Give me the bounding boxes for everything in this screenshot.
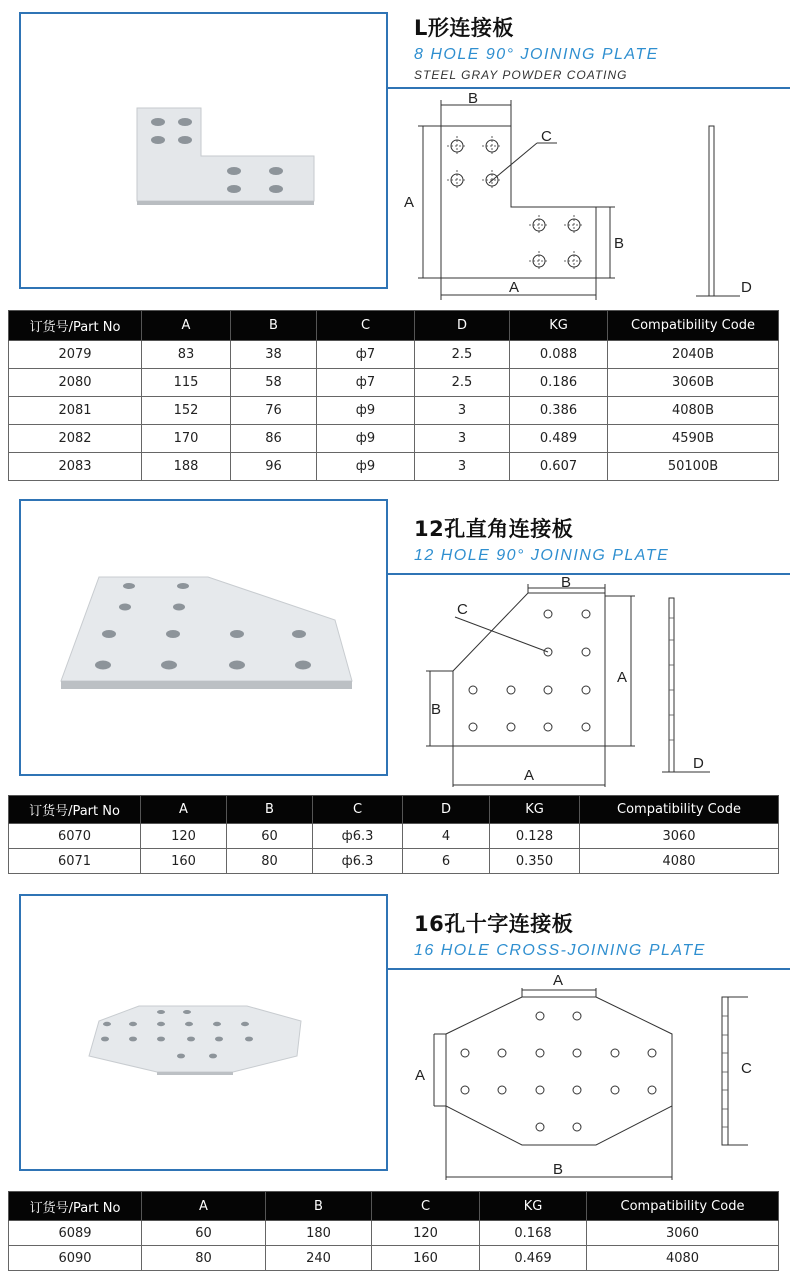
- cell-part-no: 2079: [9, 341, 142, 369]
- cell-a: 152: [142, 397, 231, 425]
- table-row: [9, 1221, 779, 1246]
- section-title-cn: 12孔直角连接板: [414, 517, 574, 541]
- cell-kg: 0.186: [510, 369, 608, 397]
- spec-table-l-plate: [8, 310, 779, 481]
- cell-kg: 0.088: [510, 341, 608, 369]
- header-compat: Compatibility Code: [580, 796, 779, 824]
- cell-part-no: 2081: [9, 397, 142, 425]
- cell-c: 160: [372, 1246, 480, 1271]
- cell-compat: 3060: [587, 1221, 779, 1246]
- cell-a: 80: [142, 1246, 266, 1271]
- cell-c: ф6.3: [313, 824, 403, 849]
- l-plate-photo: [21, 14, 386, 287]
- cell-d: 6: [403, 849, 490, 874]
- cell-c: ф9: [317, 453, 415, 481]
- header-part-no: 订货号/Part No: [9, 311, 142, 341]
- dim-label-a2: A: [415, 1067, 426, 1084]
- 12-hole-plate-diagram: [395, 576, 775, 791]
- section-divider: [388, 87, 790, 89]
- section-title-en: 12 HOLE 90° JOINING PLATE: [414, 547, 670, 564]
- cell-compat: 3060: [580, 824, 779, 849]
- product-photo-16-hole-cross-plate: [19, 894, 388, 1171]
- header-kg: KG: [510, 311, 608, 341]
- cell-compat: 4080: [587, 1246, 779, 1271]
- cell-compat: 4080B: [608, 397, 779, 425]
- cell-d: 2.5: [415, 369, 510, 397]
- dim-label-d: D: [741, 279, 752, 296]
- cell-kg: 0.386: [510, 397, 608, 425]
- cell-d: 3: [415, 397, 510, 425]
- cell-b: 80: [227, 849, 313, 874]
- header-b: B: [266, 1192, 372, 1221]
- dim-label-c: C: [541, 128, 552, 145]
- cell-c: ф9: [317, 425, 415, 453]
- header-compat: Compatibility Code: [587, 1192, 779, 1221]
- cell-part-no: 6070: [9, 824, 141, 849]
- cell-kg: 0.350: [490, 849, 580, 874]
- cell-a: 160: [141, 849, 227, 874]
- cell-d: 2.5: [415, 341, 510, 369]
- dim-label-a: A: [617, 669, 628, 686]
- header-d: D: [415, 311, 510, 341]
- product-photo-12-hole-plate: [19, 499, 388, 776]
- dim-label-a2: A: [509, 279, 520, 296]
- cell-a: 188: [142, 453, 231, 481]
- dim-label-c: C: [741, 1060, 752, 1077]
- 16-hole-cross-plate-diagram: [395, 970, 775, 1185]
- cell-d: 3: [415, 425, 510, 453]
- cell-c: ф6.3: [313, 849, 403, 874]
- section-divider: [388, 573, 790, 575]
- section-title-en: 8 HOLE 90° JOINING PLATE: [414, 46, 659, 63]
- cell-a: 170: [142, 425, 231, 453]
- table-row: [9, 369, 779, 397]
- cell-b: 240: [266, 1246, 372, 1271]
- cell-a: 60: [142, 1221, 266, 1246]
- cell-kg: 0.168: [480, 1221, 587, 1246]
- cell-kg: 0.489: [510, 425, 608, 453]
- cell-c: ф9: [317, 397, 415, 425]
- cell-b: 58: [231, 369, 317, 397]
- product-photo-l-plate: [19, 12, 388, 289]
- table-row: [9, 341, 779, 369]
- dim-label-b: B: [468, 90, 479, 107]
- cell-c: ф7: [317, 369, 415, 397]
- cell-d: 4: [403, 824, 490, 849]
- table-row: [9, 453, 779, 481]
- section-subtitle: STEEL GRAY POWDER COATING: [414, 68, 628, 82]
- cell-kg: 0.469: [480, 1246, 587, 1271]
- cell-part-no: 2083: [9, 453, 142, 481]
- header-kg: KG: [490, 796, 580, 824]
- cell-part-no: 6071: [9, 849, 141, 874]
- cell-compat: 4590B: [608, 425, 779, 453]
- cell-b: 76: [231, 397, 317, 425]
- 12-hole-plate-photo: [21, 501, 386, 774]
- dim-label-a: A: [404, 194, 415, 211]
- cell-part-no: 6089: [9, 1221, 142, 1246]
- cell-c: 120: [372, 1221, 480, 1246]
- header-c: C: [372, 1192, 480, 1221]
- cell-compat: 4080: [580, 849, 779, 874]
- cell-part-no: 2080: [9, 369, 142, 397]
- cell-d: 3: [415, 453, 510, 481]
- spec-table-16-hole-cross-plate: [8, 1191, 779, 1271]
- cell-part-no: 6090: [9, 1246, 142, 1271]
- header-a: A: [141, 796, 227, 824]
- cell-b: 96: [231, 453, 317, 481]
- cell-b: 86: [231, 425, 317, 453]
- header-a: A: [142, 1192, 266, 1221]
- l-plate-diagram: [395, 90, 775, 305]
- dim-label-b: B: [561, 576, 572, 591]
- dim-label-b2: B: [431, 701, 442, 718]
- cell-a: 83: [142, 341, 231, 369]
- header-a: A: [142, 311, 231, 341]
- cell-b: 60: [227, 824, 313, 849]
- cell-compat: 2040B: [608, 341, 779, 369]
- header-compat: Compatibility Code: [608, 311, 779, 341]
- section-title-en: 16 HOLE CROSS-JOINING PLATE: [414, 942, 706, 959]
- header-b: B: [227, 796, 313, 824]
- table-row: [9, 849, 779, 874]
- table-row: [9, 1246, 779, 1271]
- dim-label-b2: B: [614, 235, 625, 252]
- cell-b: 38: [231, 341, 317, 369]
- header-b: B: [231, 311, 317, 341]
- dim-label-a2: A: [524, 767, 535, 784]
- table-row: [9, 824, 779, 849]
- header-c: C: [313, 796, 403, 824]
- section-title-cn: 16孔十字连接板: [414, 912, 574, 936]
- cell-part-no: 2082: [9, 425, 142, 453]
- dim-label-c: C: [457, 601, 468, 618]
- section-title-cn: L形连接板: [414, 16, 514, 40]
- dim-label-d: D: [693, 755, 704, 772]
- cell-compat: 3060B: [608, 369, 779, 397]
- cell-a: 120: [141, 824, 227, 849]
- cell-c: ф7: [317, 341, 415, 369]
- cell-a: 115: [142, 369, 231, 397]
- dim-label-a: A: [553, 972, 564, 989]
- cell-kg: 0.128: [490, 824, 580, 849]
- dim-label-b: B: [553, 1161, 564, 1178]
- cell-b: 180: [266, 1221, 372, 1246]
- 16-hole-cross-plate-photo: [21, 896, 386, 1169]
- cell-kg: 0.607: [510, 453, 608, 481]
- table-row: [9, 425, 779, 453]
- header-d: D: [403, 796, 490, 824]
- table-row: [9, 397, 779, 425]
- header-c: C: [317, 311, 415, 341]
- spec-table-12-hole-plate: [8, 795, 779, 874]
- header-part-no: 订货号/Part No: [9, 1192, 142, 1221]
- cell-compat: 50100B: [608, 453, 779, 481]
- header-kg: KG: [480, 1192, 587, 1221]
- header-part-no: 订货号/Part No: [9, 796, 141, 824]
